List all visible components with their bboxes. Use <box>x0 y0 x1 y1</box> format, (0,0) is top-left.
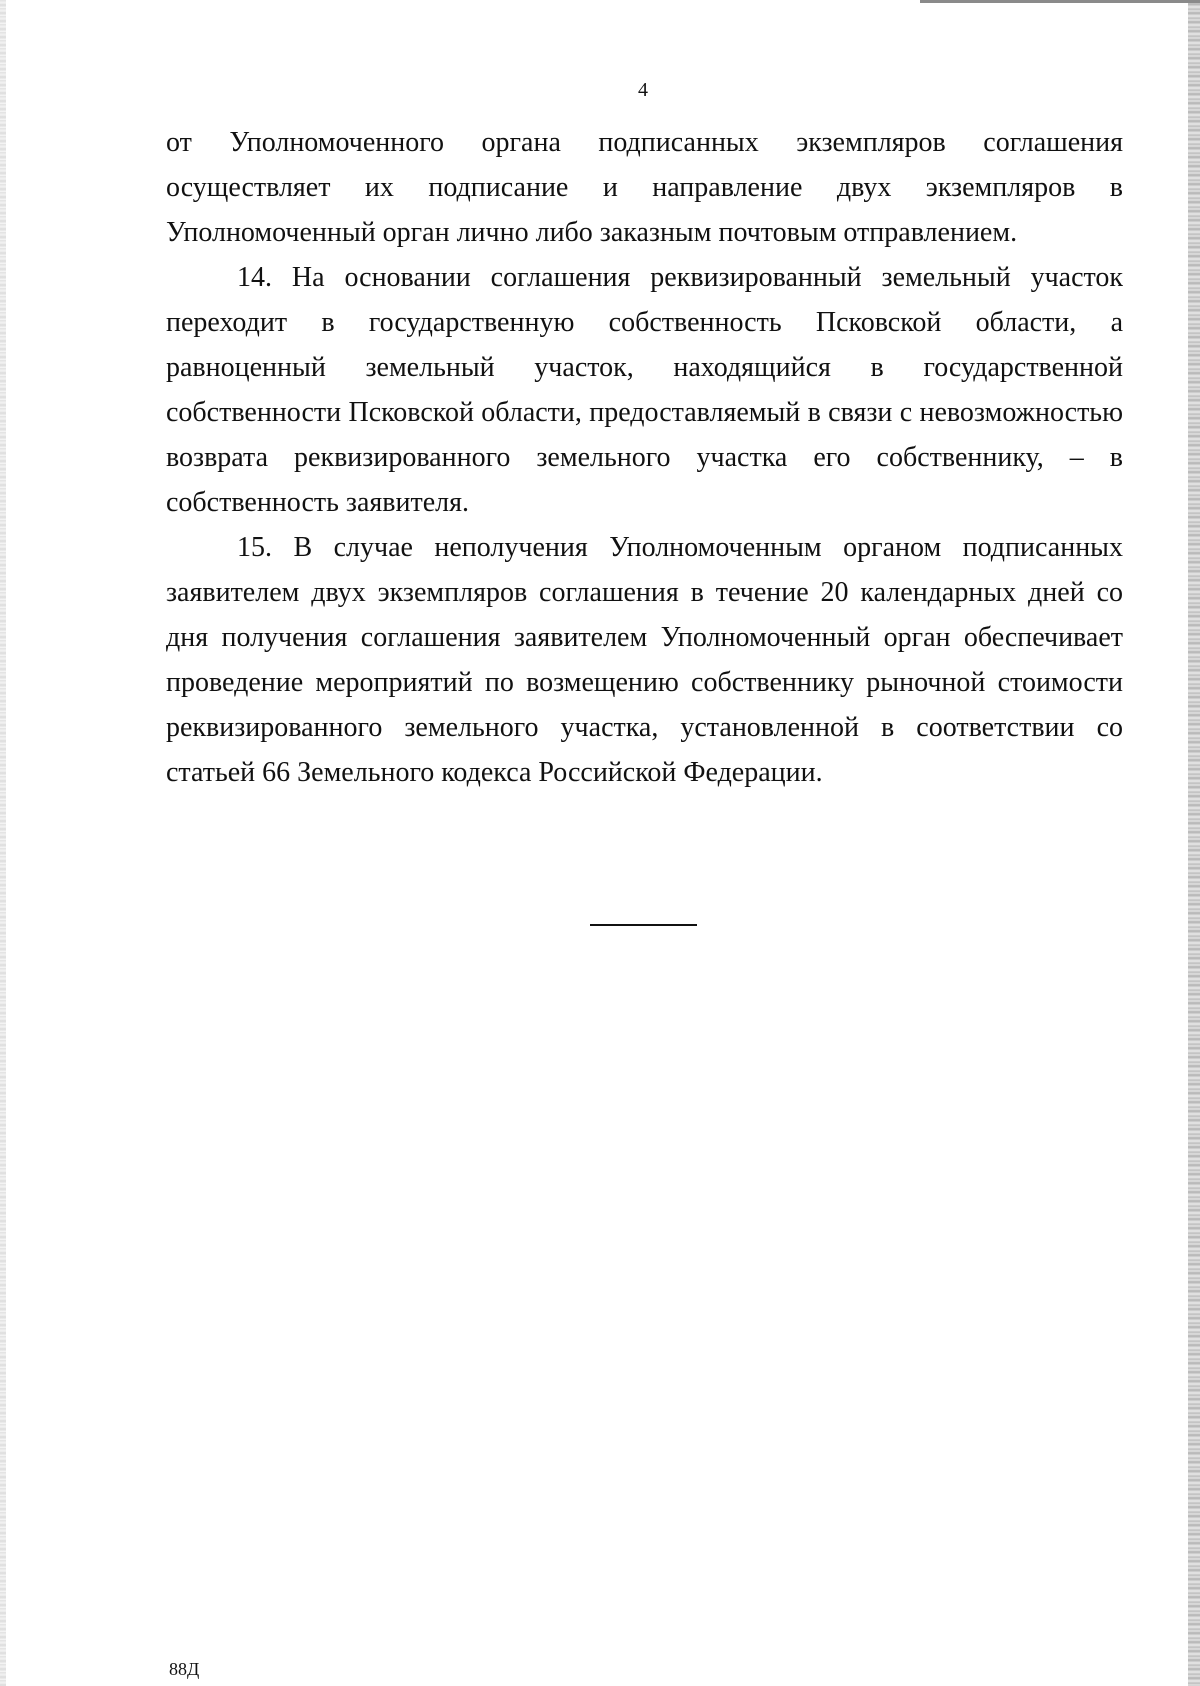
page-number: 4 <box>638 79 648 101</box>
footer-code: 88Д <box>169 1659 200 1679</box>
scan-edge-top <box>920 0 1200 3</box>
scan-edge-left <box>0 0 6 1686</box>
paragraph-continuation: от Уполномоченного органа подписанных экземпляров соглашения осуществляет их подписание и направление двух экземпляров в Уполномоченный орган лично либо заказным почтовым отправлением. <box>166 127 1123 248</box>
document-body <box>166 120 1123 795</box>
paragraph-14: 14. На основании соглашения реквизированный земельный участок переходит в государственную собственность Псковской области, а равноценный земельный участок, находящийся в государственной собственности Псковской области, предоставляемый в связи с невозможностью возврата реквизированного земельного участка его собственнику, – в собственность заявителя. <box>166 262 1123 518</box>
end-divider <box>590 924 697 926</box>
scan-edge-right <box>1188 0 1200 1686</box>
paragraph-15: 15. В случае неполучения Уполномоченным органом подписанных заявителем двух экземпляров соглашения в течение 20 календарных дней со дня получения соглашения заявителем Уполномоченный орган обеспечивает проведение мероприятий по возмещению собственнику рыночной стоимости реквизированного земельного участка, установленной в соответствии со статьей 66 Земельного кодекса Российской Федерации. <box>166 532 1123 788</box>
